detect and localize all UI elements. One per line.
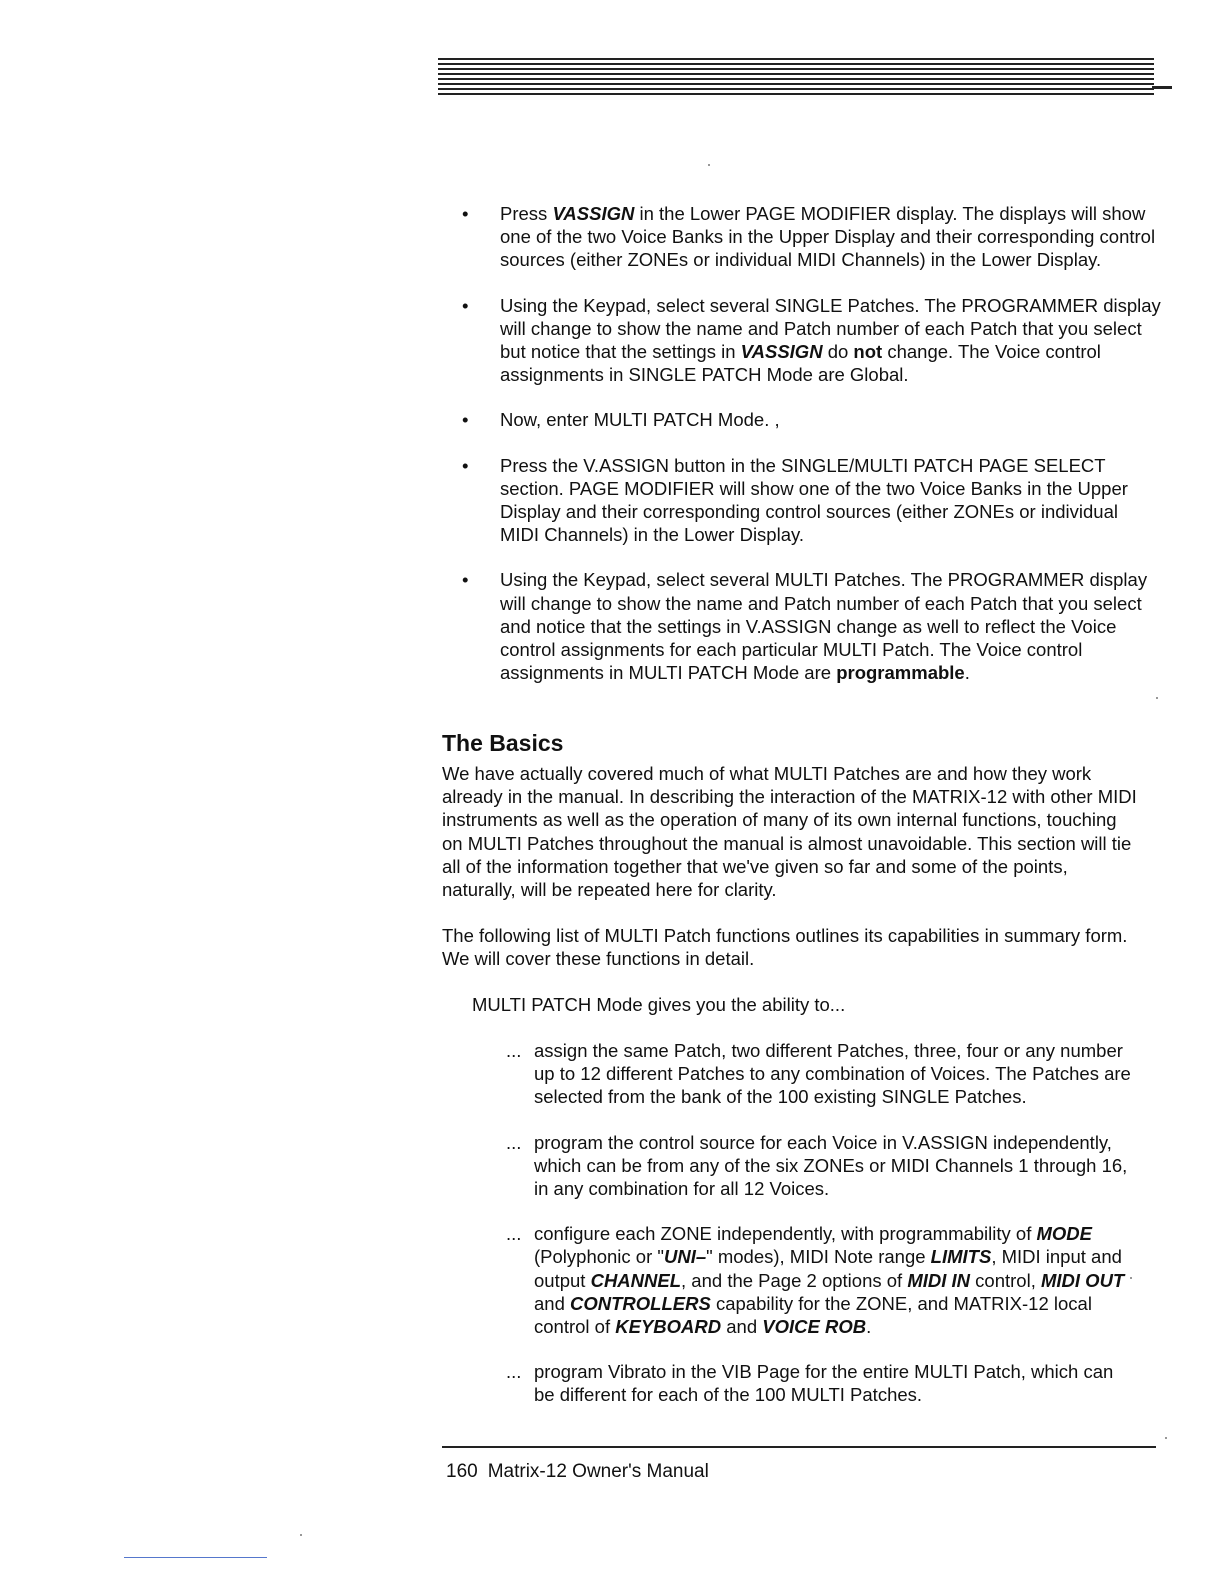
scan-edge-line <box>124 1557 267 1558</box>
footer-rule <box>442 1446 1156 1448</box>
manual-title: Matrix-12 Owner's Manual <box>487 1461 709 1482</box>
bullet-dot: • <box>462 409 469 431</box>
keyword-mode: MODE <box>1036 1223 1092 1245</box>
bullet-dot: • <box>462 203 469 224</box>
header-rule-block <box>438 58 1154 96</box>
header-rule-tick <box>1152 86 1172 89</box>
emphasis-programmable: programmable <box>836 662 965 684</box>
keyword-controllers: CONTROLLERS <box>570 1292 711 1314</box>
ability-item: ... program Vibrato in the VIB Page for the entire MULTI Patch, which can be different for each of the 100 MULTI Patches. <box>506 1361 1114 1406</box>
abilities-intro: MULTI PATCH Mode gives you the ability to... <box>472 994 846 1015</box>
bullet-item: • Press VASSIGN in the Lower PAGE MODIFIER display. The displays will show one of the two Voice Banks in the Upper Display and their corresponding control sources (either ZONEs or individual MIDI Channels) in the Lower Display. <box>462 203 1156 271</box>
body-paragraph: The following list of MULTI Patch functions outlines its capabilities in summary form. We will cover these functions in detail. <box>442 925 1128 970</box>
keyword-uni: UNI– <box>663 1246 707 1268</box>
ability-item: ... assign the same Patch, two different Patches, three, four or any number up to 12 different Patches to any combination of Voices. The Patches are selected from the bank of the 100 existing SINGLE Patches. <box>506 1040 1131 1108</box>
keyword-vassign: VASSIGN <box>552 203 635 224</box>
scan-speck <box>708 164 710 166</box>
bullet-dot: • <box>462 569 469 591</box>
ellipsis-marker: ... <box>506 1361 522 1383</box>
bullet-dot: • <box>462 454 469 476</box>
ability-item: ... configure each ZONE independently, with programmability of MODE (Polyphonic or "UNI–" modes), MIDI Note range LIMITS, MIDI input and output CHANNEL, and the Page 2 options of MIDI IN control, MIDI OUT and CONTROLLERS capability for the ZONE, and MATRIX-12 local control of KEYBOARD and VOICE ROB. <box>506 1223 1125 1338</box>
section-heading: The Basics <box>442 730 564 756</box>
ability-item: ... program the control source for each Voice in V.ASSIGN independently, which can be from any of the six ZONEs or MIDI Channels 1 through 16, in any combination for all 12 Voices. <box>506 1131 1128 1200</box>
scan-speck <box>1156 697 1158 699</box>
ellipsis-marker: ... <box>506 1223 522 1245</box>
scan-speck <box>1130 1277 1132 1279</box>
emphasis-not: not <box>853 341 883 363</box>
instruction-bullet-list <box>462 202 1162 706</box>
scan-speck <box>300 1534 302 1536</box>
keyword-voice-rob: VOICE ROB <box>762 1316 867 1338</box>
page-number: 160 <box>446 1461 478 1482</box>
keyword-vassign: VASSIGN <box>740 341 823 363</box>
keyword-keyboard: KEYBOARD <box>615 1316 722 1338</box>
keyword-limits: LIMITS <box>930 1246 992 1268</box>
bullet-item: • Press the V.ASSIGN button in the SINGLE/MULTI PATCH PAGE SELECT section. PAGE MODIFIER will show one of the two Voice Banks in the Upper Display and their corresponding control sources (either ZONEs or individual MIDI Channels) in the Lower Display. <box>462 454 1128 546</box>
abilities-list <box>506 1039 1136 1429</box>
keyword-midi-out: MIDI OUT <box>1040 1269 1125 1291</box>
ellipsis-marker: ... <box>506 1040 522 1061</box>
keyword-channel: CHANNEL <box>590 1269 682 1291</box>
bullet-item: • Using the Keypad, select several MULTI Patches. The PROGRAMMER display will change to show the name and Patch number of each Patch that you select and notice that the settings in V.ASSIGN change as well to reflect the Voice control assignments for each particular MULTI Patch. The Voice control assignments in MULTI PATCH Mode are programmable. <box>462 569 1148 684</box>
bullet-item: • Using the Keypad, select several SINGLE Patches. The PROGRAMMER display will change to show the name and Patch number of each Patch that you select but notice that the settings in VASSIGN do not change. The Voice control assignments in SINGLE PATCH Mode are Global. <box>462 294 1161 386</box>
ellipsis-marker: ... <box>506 1131 522 1153</box>
scan-speck <box>1165 1437 1167 1439</box>
body-paragraph: We have actually covered much of what MULTI Patches are and how they work already in the manual. In describing the interaction of the MATRIX-12 with other MIDI instruments as well as the operation of many of its own internal functions, touching on MULTI Patches throughout the manual is almost unavoidable. This section will tie all of the information together that we've given so far and some of the points, naturally, will be repeated here for clarity. <box>442 763 1137 901</box>
bullet-item: • Now, enter MULTI PATCH Mode. , <box>462 409 780 431</box>
keyword-midi-in: MIDI IN <box>907 1269 971 1291</box>
page-footer <box>446 1461 709 1483</box>
bullet-dot: • <box>462 294 469 316</box>
